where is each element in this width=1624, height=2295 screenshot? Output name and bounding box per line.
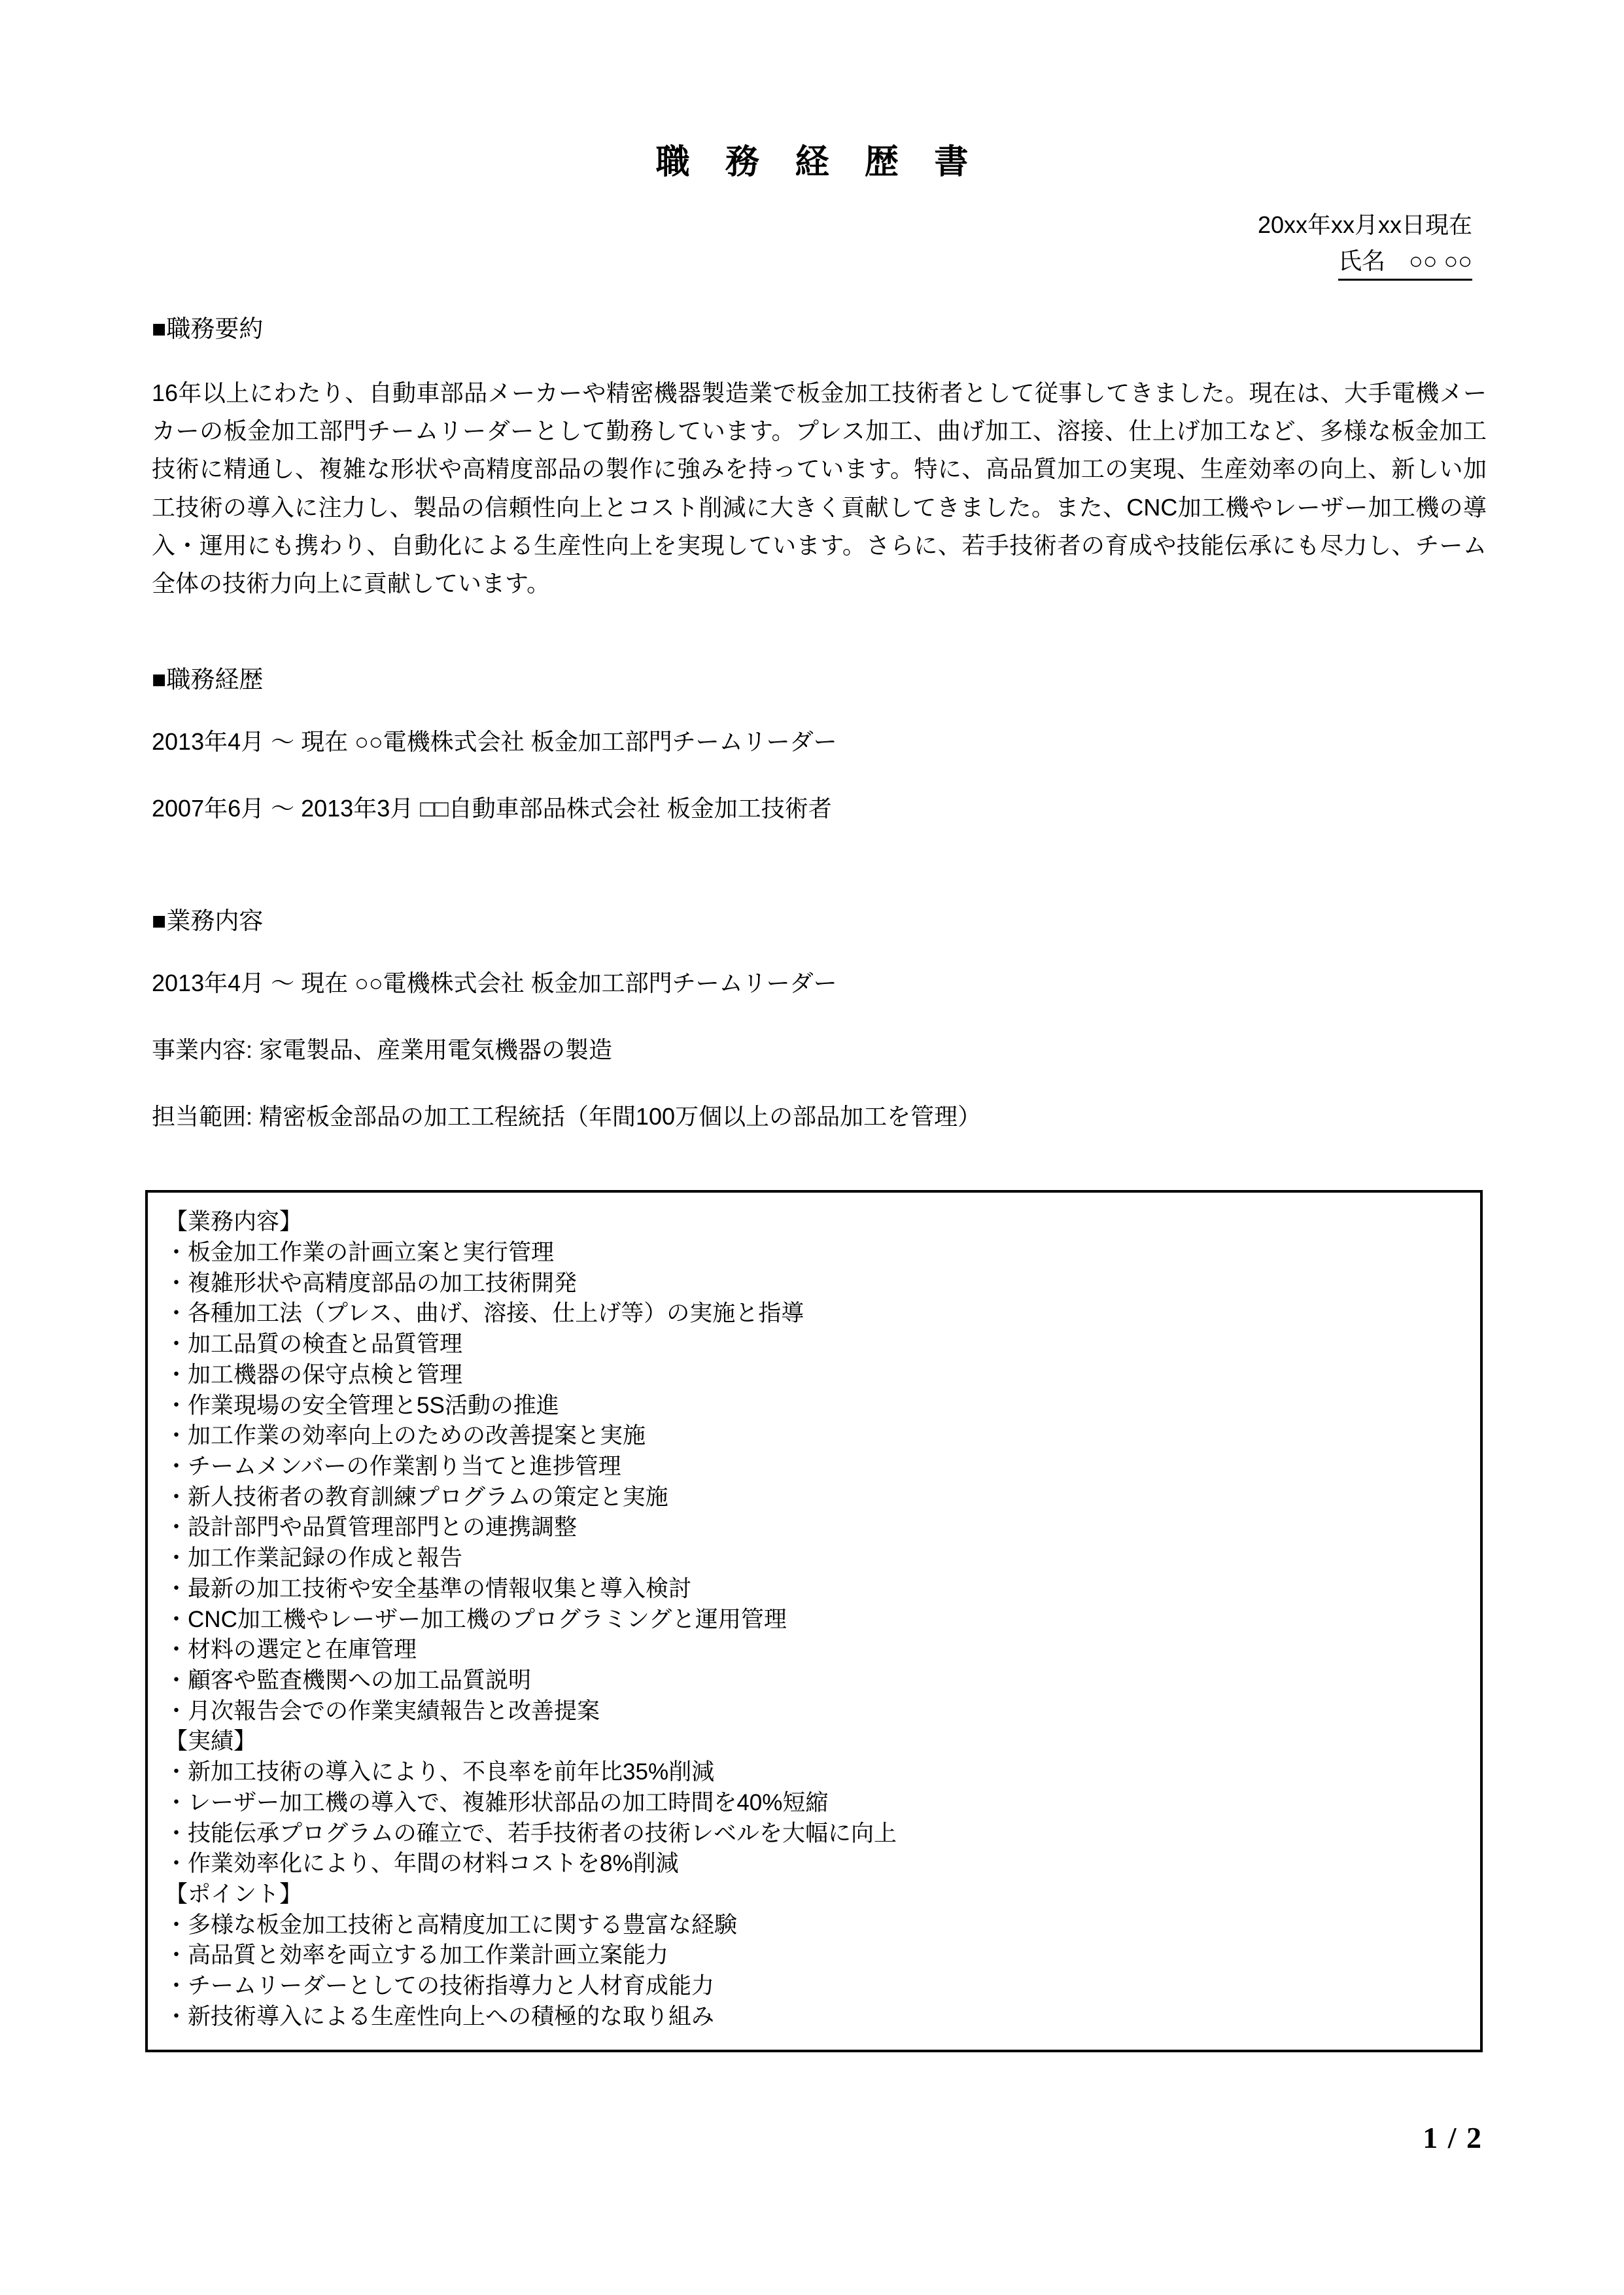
detail-list (165, 1207, 1463, 2032)
detail-list-item: ・ 最新の加工技術や安全基準の情報収集と導入検討 (165, 1574, 1463, 1605)
career-entry: 2013年4月 ～ 現在 ○○電機株式会社 板金加工部門チームリーダー (152, 727, 837, 755)
detail-list-item: ・ 高品質と効率を両立する加工作業計画立案能力 (165, 1940, 1463, 1971)
detail-group-heading: 【業務内容】 (165, 1209, 303, 1235)
page-number: 1 / 2 (1423, 2121, 1483, 2154)
detail-list-item: ・ 作業効率化により、年間の材料コストを8%削減 (165, 1849, 1463, 1880)
detail-list-item: ・ チームメンバーの作業割り当てと進捗管理 (165, 1452, 1463, 1482)
detail-list-item: ・ 加工機器の保守点検と管理 (165, 1360, 1463, 1391)
section-heading-career: ■職務経歴 (152, 666, 264, 693)
detail-list-item: ・ 複雑形状や高精度部品の加工技術開発 (165, 1269, 1463, 1299)
header-name-line (0, 244, 1472, 281)
detail-list-item: ・ 材料の選定と在庫管理 (165, 1635, 1463, 1666)
detail-list-item: ・ 技能伝承プログラムの確立で、若手技術者の技術レベルを大幅に向上 (165, 1819, 1463, 1849)
detail-list-item: ・ 顧客や監査機関への加工品質説明 (165, 1666, 1463, 1696)
detail-list-item: ・ チームリーダーとしての技術指導力と人材育成能力 (165, 1971, 1463, 2002)
detail-list-item: ・ 加工作業の効率向上のための改善提案と実施 (165, 1421, 1463, 1452)
detail-list-item: ・ 新加工技術の導入により、不良率を前年比35%削減 (165, 1757, 1463, 1788)
detail-list-item: ・ 新技術導入による生産性向上への積極的な取り組み (165, 2002, 1463, 2033)
body-column (0, 315, 1624, 2052)
detail-list-item: ・ 作業現場の安全管理と5S活動の推進 (165, 1391, 1463, 1422)
detail-list-item: ・ 多様な板金加工技術と高精度加工に関する豊富な経験 (165, 1910, 1463, 1941)
section-heading-summary: ■職務要約 (152, 315, 264, 343)
detail-list-item: ・ 加工作業記録の作成と報告 (165, 1543, 1463, 1574)
duties-business-line: 事業内容: 家電製品、産業用電気機器の製造 (152, 1036, 613, 1063)
detail-list-item: ・ 月次報告会での作業実績報告と改善提案 (165, 1696, 1463, 1727)
detail-box (145, 1190, 1483, 2052)
duties-position-line: 2013年4月 ～ 現在 ○○電機株式会社 板金加工部門チームリーダー (152, 969, 837, 996)
detail-list-item: ・ 板金加工作業の計画立案と実行管理 (165, 1238, 1463, 1269)
detail-list-item: ・ 新人技術者の教育訓練プログラムの策定と実施 (165, 1482, 1463, 1513)
detail-group-heading: 【ポイント】 (165, 1882, 303, 1908)
page-title: 職 務 経 歴 書 (655, 143, 982, 181)
duties-scope-line: 担当範囲: 精密板金部品の加工工程統括（年間100万個以上の部品加工を管理） (152, 1103, 982, 1130)
header-name-value: 氏名 ○○ ○○ (1338, 244, 1472, 281)
detail-list-item: ・ 加工品質の検査と品質管理 (165, 1329, 1463, 1360)
detail-list-item: ・ 設計部門や品質管理部門との連携調整 (165, 1513, 1463, 1543)
detail-list-item: ・ レーザー加工機の導入で、複雑形状部品の加工時間を40%短縮 (165, 1788, 1463, 1819)
detail-list-item: ・ 各種加工法（プレス、曲げ、溶接、仕上げ等）の実施と指導 (165, 1299, 1463, 1329)
summary-paragraph: 16年以上にわたり、自動車部品メーカーや精密機器製造業で板金加工技術者として従事してきました。現在は、大手電機メーカーの板金加工部門チームリーダーとして勤務しています。プレス加工、曲げ加工、溶接、仕上げ加工など、多様な板金加工技術に精通し、複雑な形状や高精度部品の製作に強みを持っています。特に、高品質加工の実現、生産効率の向上、新しい加工技術の導入に注力し、製品の信頼性向上とコスト削減に大きく貢献してきました。また、CNC加工機やレーザー加工機の導入・運用にも携わり、自動化による生産性向上を実現しています。さらに、若手技術者の育成や技能伝承にも尽力し、チーム全体の技術力向上に貢献しています。 (152, 379, 1487, 597)
detail-list-item: ・ CNC加工機やレーザー加工機のプログラミングと運用管理 (165, 1605, 1463, 1636)
header-date: 20xx年xx月xx日現在 (1257, 211, 1472, 238)
detail-group-heading: 【実績】 (165, 1728, 257, 1755)
career-entry: 2007年6月 ～ 2013年3月 □□自動車部品株式会社 板金加工技術者 (152, 795, 832, 822)
section-heading-duties: ■業務内容 (152, 907, 264, 935)
header-meta (0, 208, 1624, 281)
